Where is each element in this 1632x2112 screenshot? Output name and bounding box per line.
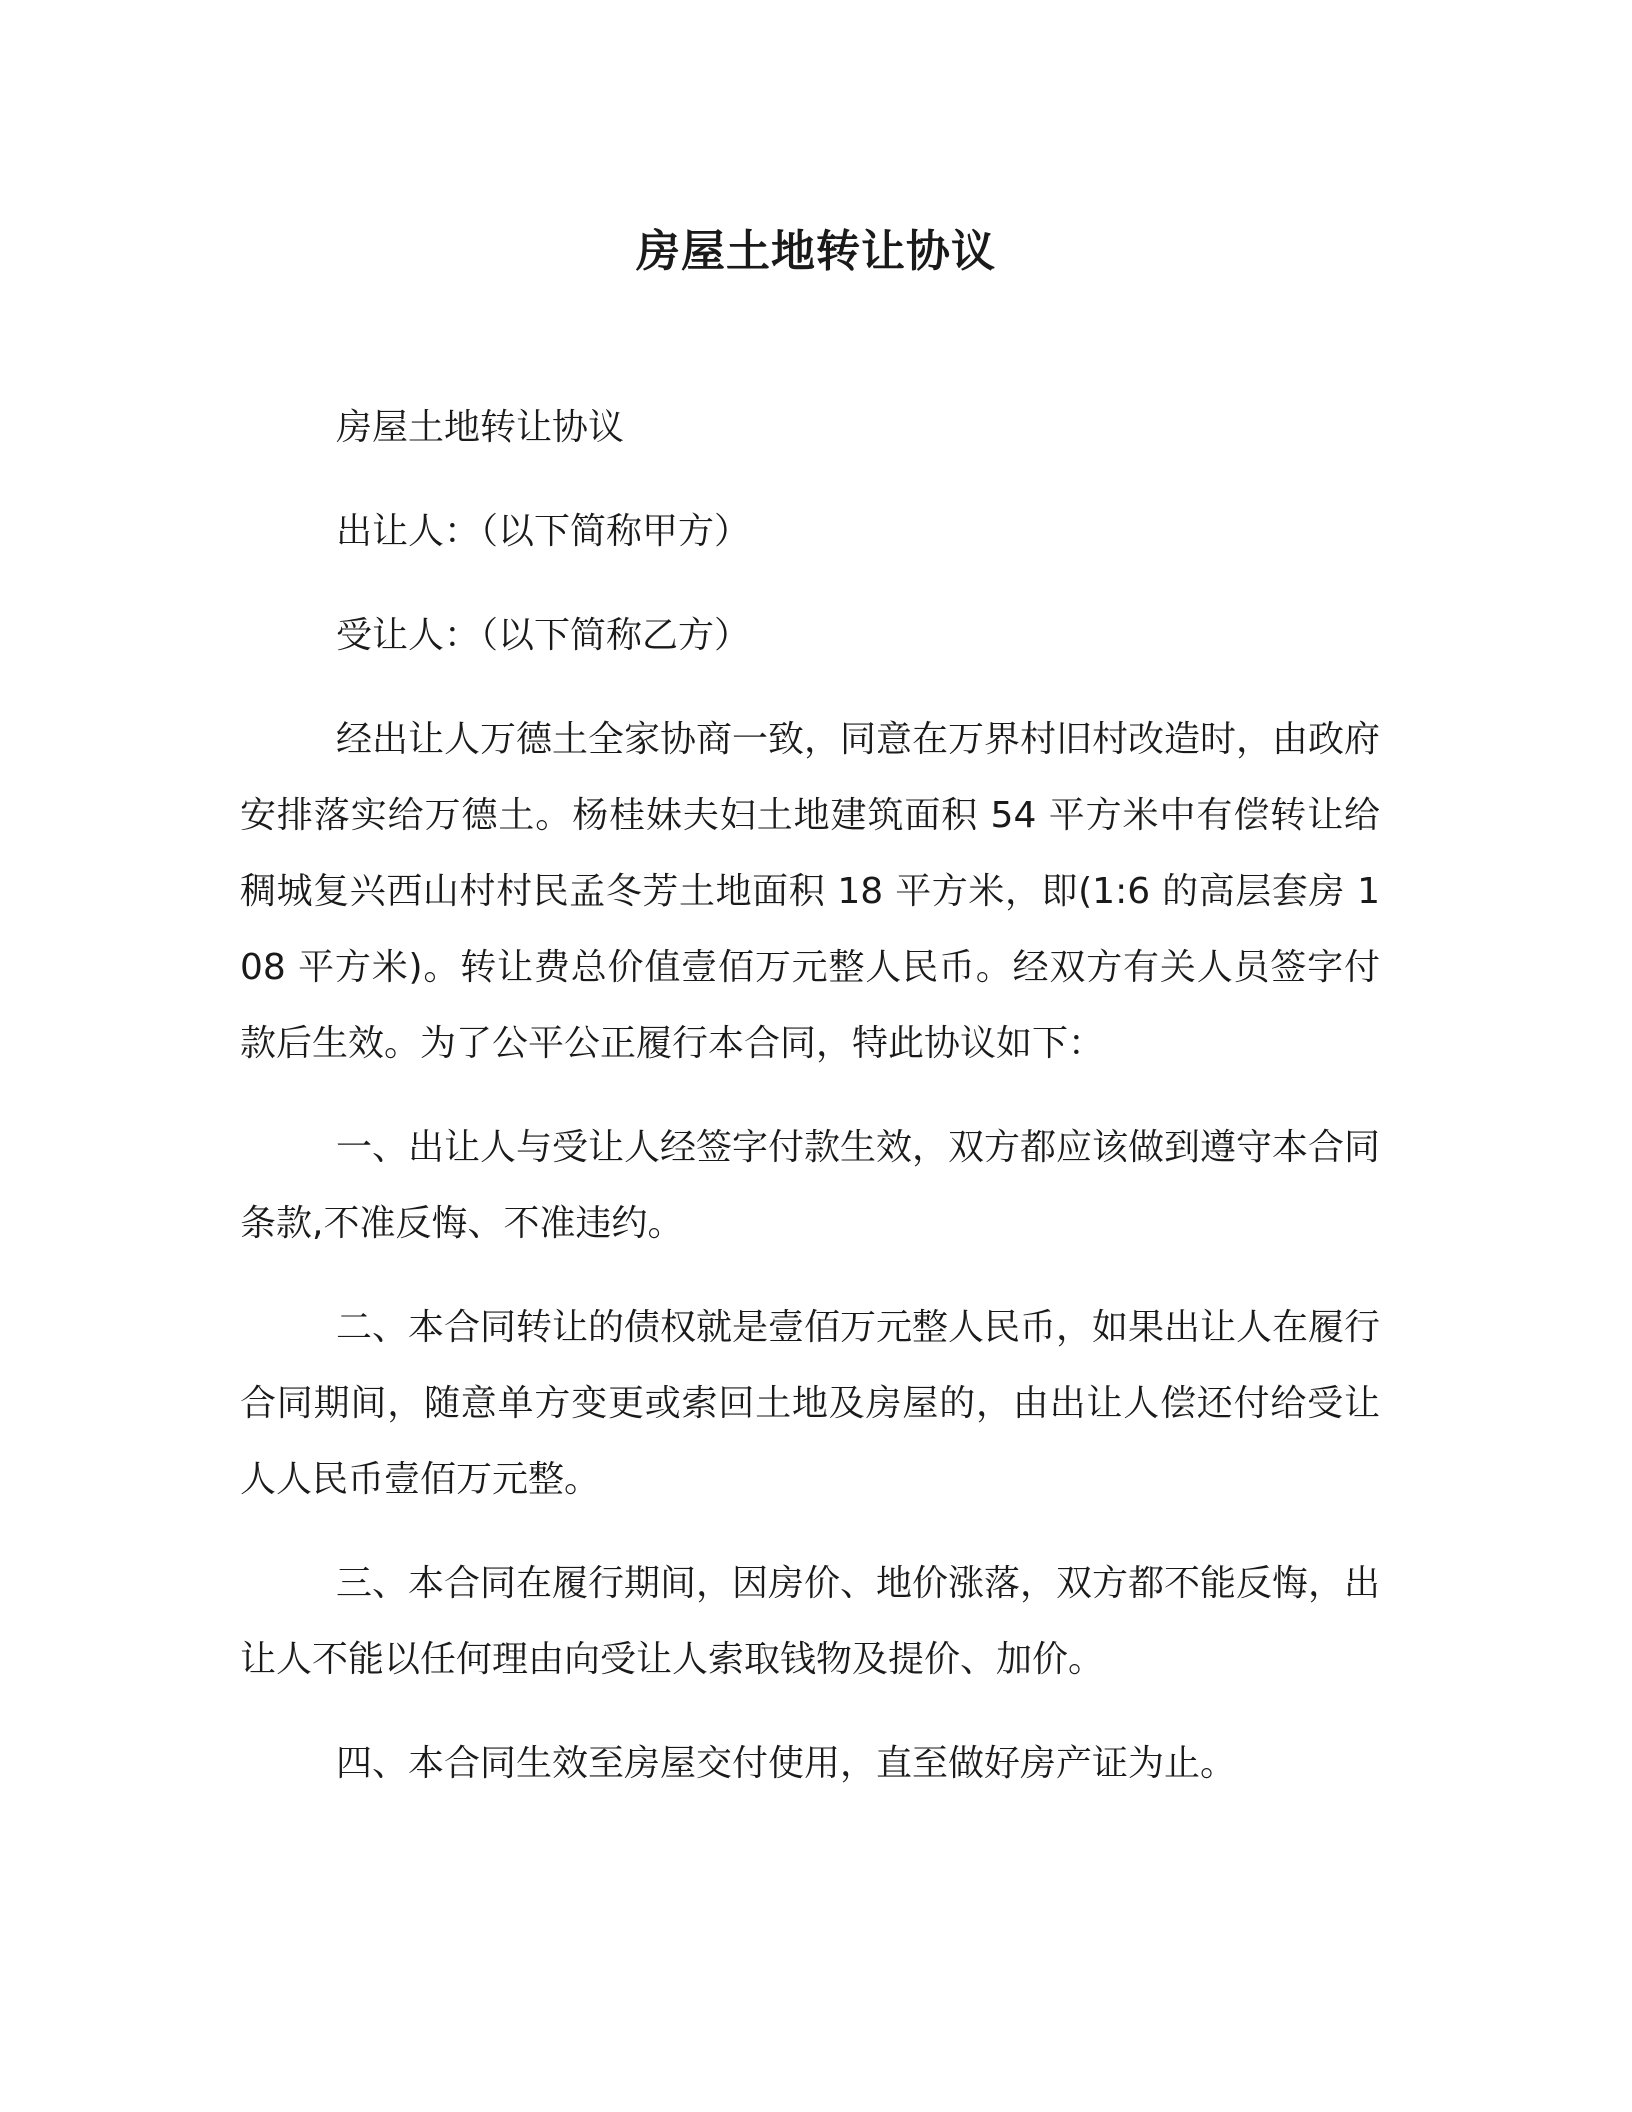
paragraph-subtitle: 房屋土地转让协议 xyxy=(336,407,625,448)
document-title: 房屋土地转让协议 xyxy=(636,226,996,277)
paragraph-clause-4: 四、本合同生效至房屋交付使用，直至做好房产证为止。 xyxy=(336,1743,1237,1784)
paragraph-transferee: 受让人：（以下简称乙方） xyxy=(336,615,751,656)
paragraph-clause-1: 一、出让人与受让人经签字付款生效，双方都应该做到遵守本合同条款,不准反悔、不准违约。 xyxy=(240,1127,1381,1244)
paragraph-clause-3: 三、本合同在履行期间，因房价、地价涨落，双方都不能反悔，出让人不能以任何理由向受让人索取钱物及提价、加价。 xyxy=(240,1563,1381,1680)
paragraph-preamble: 经出让人万德土全家协商一致，同意在万界村旧村改造时，由政府安排落实给万德土。杨桂妹夫妇土地建筑面积 54 平方米中有偿转让给稠城复兴西山村村民孟冬芳土地面积 18 平方米，即(1:6 的高层套房 108 平方米)。转让费总价值壹佰万元整人民币。经双方有关人员签字付款后生效。为了公平公正履行本合同，特此协议如下： xyxy=(240,719,1381,1064)
paragraph-transferor: 出让人：（以下简称甲方） xyxy=(336,511,751,552)
document-body xyxy=(240,390,1380,1802)
paragraph-clause-2: 二、本合同转让的债权就是壹佰万元整人民币，如果出让人在履行合同期间，随意单方变更或索回土地及房屋的，由出让人偿还付给受让人人民币壹佰万元整。 xyxy=(240,1307,1381,1500)
